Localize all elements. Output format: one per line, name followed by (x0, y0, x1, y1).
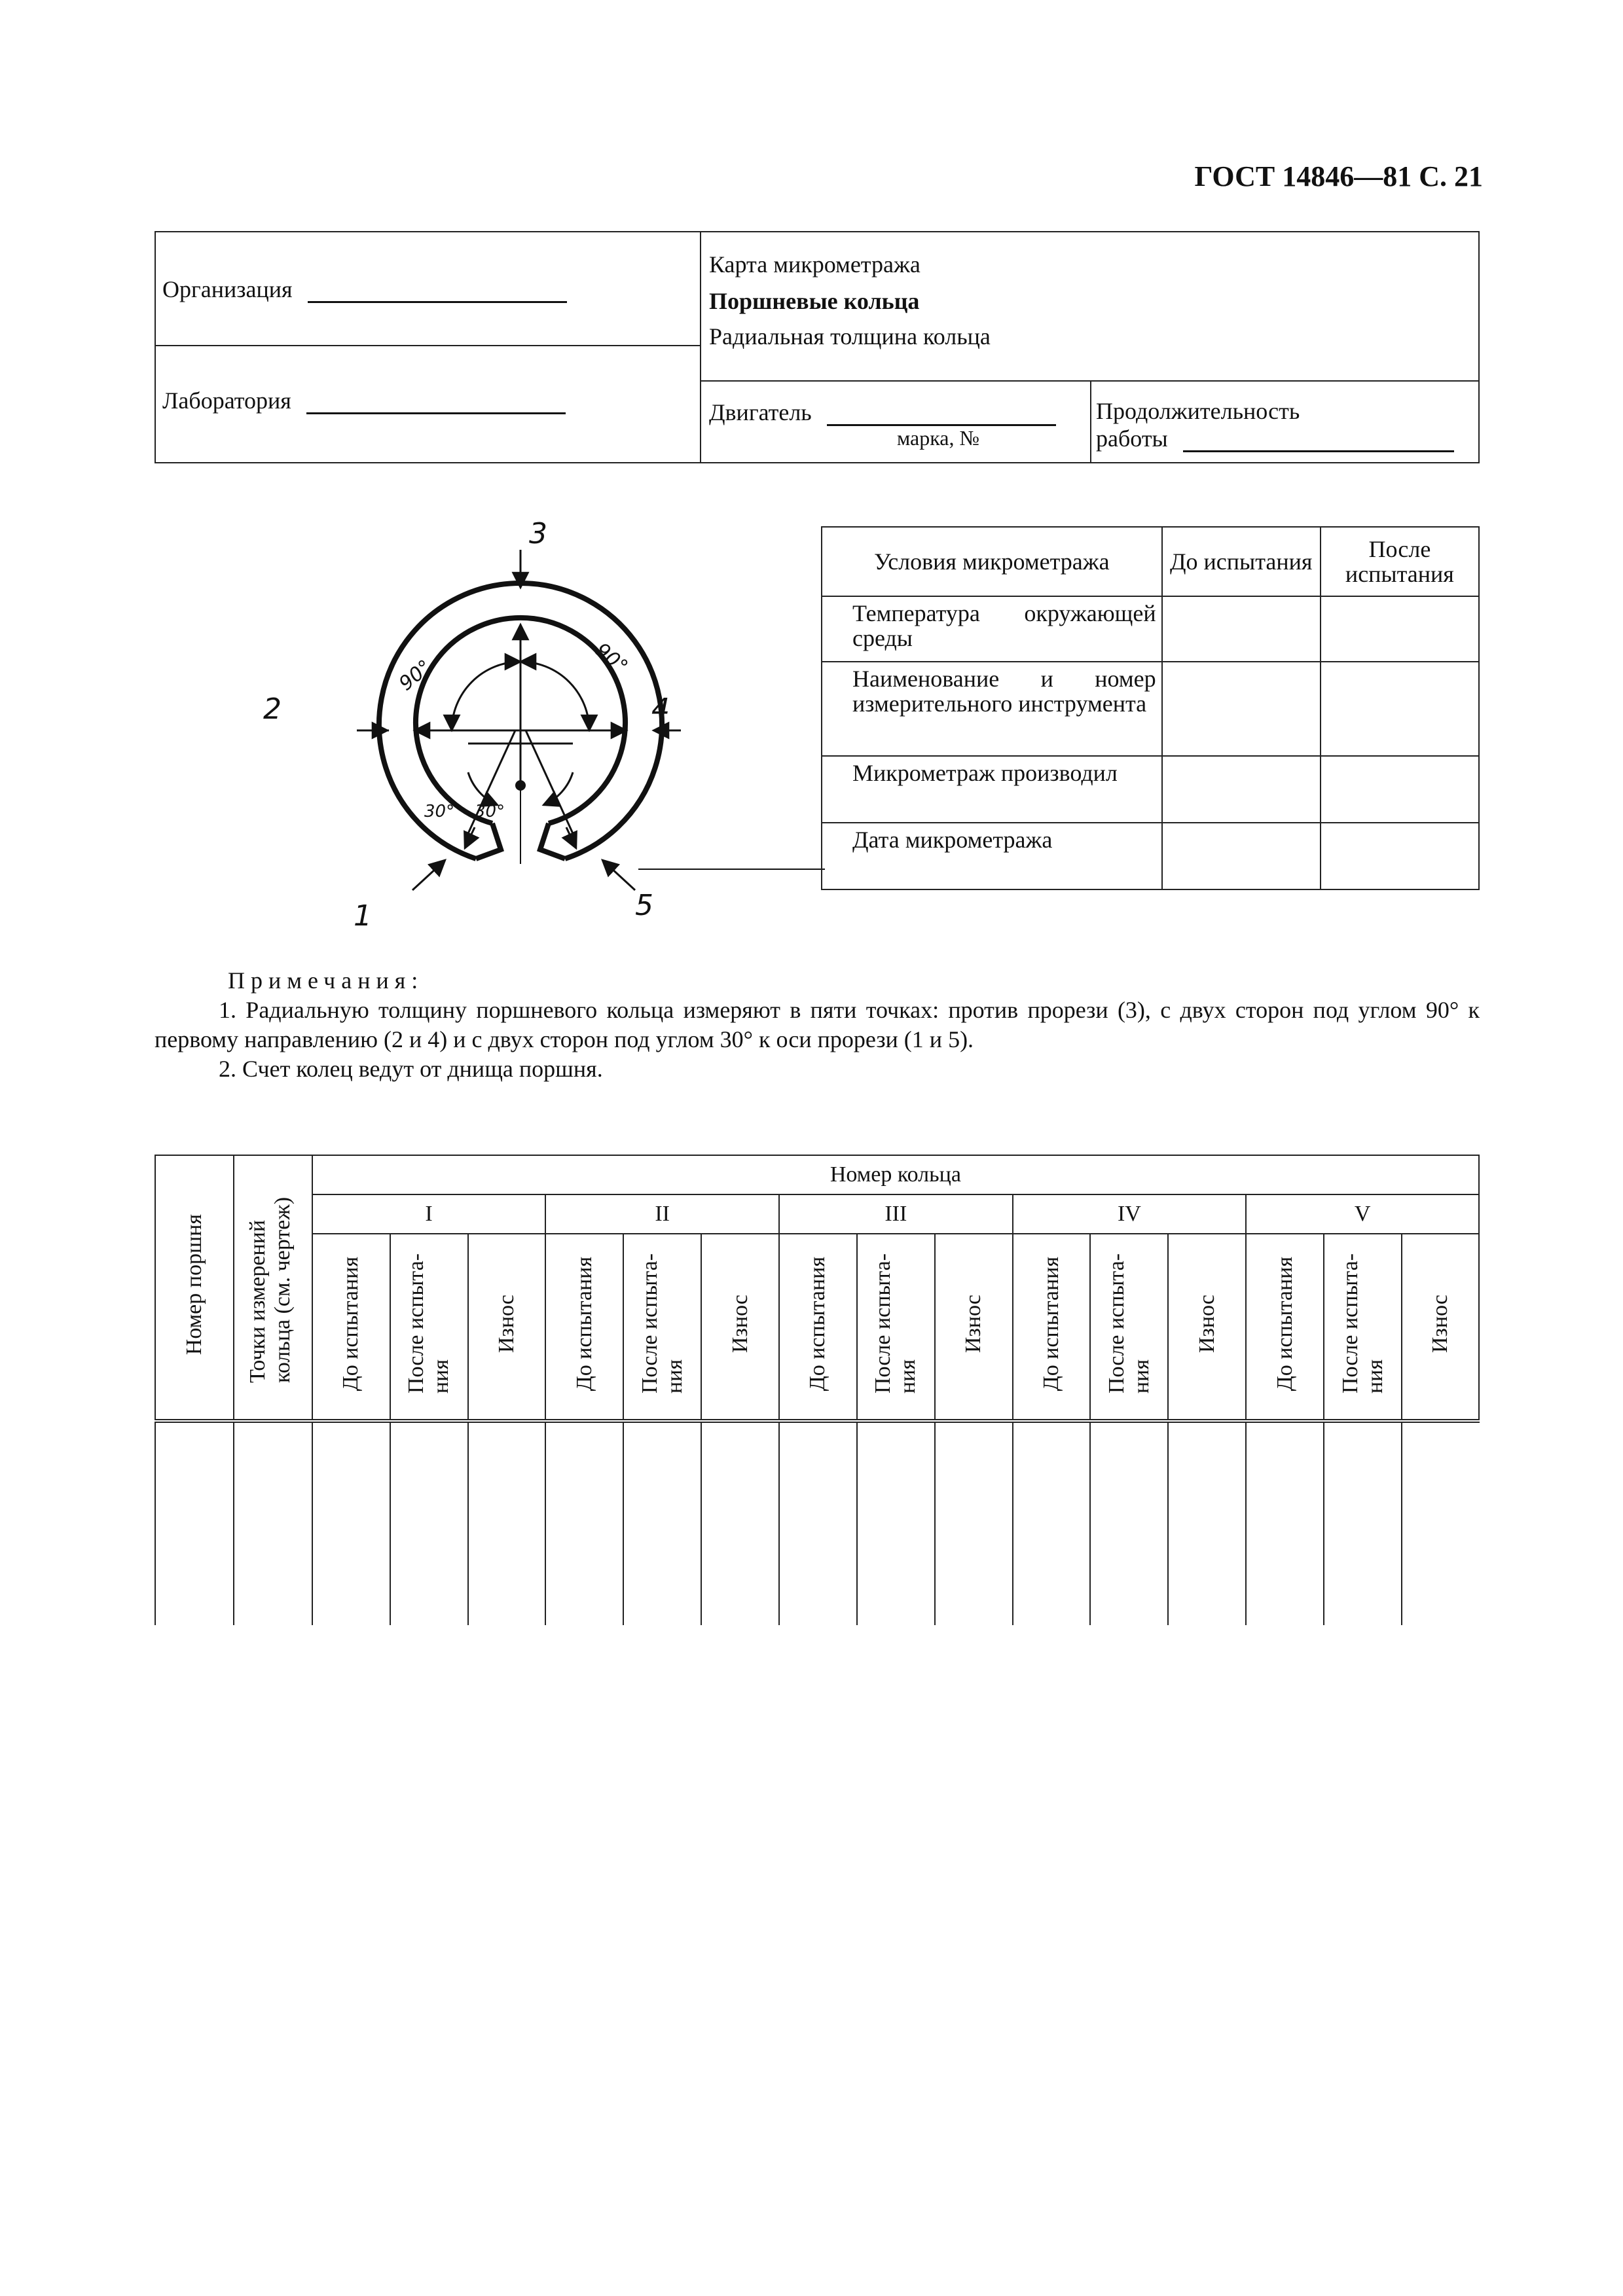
organization-blank (308, 301, 567, 303)
cell-III-before[interactable] (779, 1421, 857, 1625)
ring-V-after-header: После испыта- ния (1324, 1234, 1402, 1421)
conditions-header: Условия микрометража (822, 527, 1162, 596)
ring-II-before-header: До испытания (545, 1234, 623, 1421)
ring-II-header: II (545, 1194, 779, 1234)
angle-label-90-right: 90° (591, 638, 632, 679)
laboratory-field[interactable] (162, 387, 566, 414)
ring-III-wear-header: Износ (935, 1234, 1013, 1421)
cell-I-wear[interactable] (468, 1421, 546, 1625)
ring-III-header: III (779, 1194, 1013, 1234)
card-parameter: Радиальная толщина кольца (709, 323, 991, 350)
cell-III-wear[interactable] (935, 1421, 1013, 1625)
cell-performed-before[interactable] (1162, 756, 1321, 823)
point-label-4: 4 (651, 692, 670, 726)
cell-II-after[interactable] (623, 1421, 701, 1625)
condition-row-performed-by: Микрометраж производил (822, 756, 1162, 823)
point-label-2: 2 (263, 692, 282, 726)
page-header: ГОСТ 14846—81 С. 21 (1194, 160, 1483, 192)
cell-date-after[interactable] (1321, 823, 1479, 889)
ring-IV-after-header: После испыта- ния (1090, 1234, 1168, 1421)
ring-IV-wear-header: Износ (1168, 1234, 1246, 1421)
header-form (155, 231, 1480, 463)
notes-block (155, 966, 1480, 1084)
ring-number-header: Номер кольца (312, 1155, 1479, 1194)
note-item-2: 2. Счет колец ведут от днища поршня. (219, 1056, 603, 1082)
table-row (155, 1421, 1479, 1625)
condition-row-instrument: Наименование и номер измерительного инструмента (822, 662, 1162, 756)
ring-measurement-diagram (249, 511, 825, 929)
ring-III-before-header: До испытания (779, 1234, 857, 1421)
ring-V-before-header: До испытания (1246, 1234, 1324, 1421)
cell-IV-wear[interactable] (1168, 1421, 1246, 1625)
point-label-5: 5 (635, 889, 653, 922)
ring-V-header: V (1246, 1194, 1479, 1234)
cell-V-wear[interactable] (1402, 1421, 1479, 1625)
cell-II-wear[interactable] (701, 1421, 779, 1625)
engine-label: Двигатель (709, 399, 812, 425)
point-label-1: 1 (354, 899, 372, 929)
ring-I-after-header: После испыта- ния (390, 1234, 468, 1421)
organization-field[interactable] (162, 276, 567, 303)
cell-date-before[interactable] (1162, 823, 1321, 889)
engine-field[interactable] (709, 399, 1056, 426)
cell-instrument-after[interactable] (1321, 662, 1479, 756)
cell-I-before[interactable] (312, 1421, 390, 1625)
laboratory-label: Лаборатория (162, 387, 291, 414)
cell-II-before[interactable] (545, 1421, 623, 1625)
cell-performed-after[interactable] (1321, 756, 1479, 823)
ring-II-after-header: После испыта- ния (623, 1234, 701, 1421)
cell-I-after[interactable] (390, 1421, 468, 1625)
angle-label-30-right: 30° (475, 802, 505, 821)
condition-row-temperature: Температура окружающей среды (822, 596, 1162, 662)
card-subject: Поршневые кольца (709, 288, 920, 314)
cell-III-after[interactable] (857, 1421, 935, 1625)
ring-IV-header: IV (1013, 1194, 1247, 1234)
ring-IV-before-header: До испытания (1013, 1234, 1091, 1421)
duration-label-1: Продолжительность (1096, 398, 1300, 424)
point-label-3: 3 (529, 517, 547, 550)
duration-label-2: работы (1096, 425, 1168, 452)
ring-II-wear-header: Износ (701, 1234, 779, 1421)
cell-V-after[interactable] (1324, 1421, 1402, 1625)
organization-label: Организация (162, 276, 293, 302)
notes-title: Примечания: (228, 967, 424, 994)
ring-V-wear-header: Износ (1402, 1234, 1479, 1421)
cell-instrument-before[interactable] (1162, 662, 1321, 756)
after-test-header: После испытания (1321, 527, 1479, 596)
cell-V-before[interactable] (1246, 1421, 1324, 1625)
cell-piston[interactable] (155, 1421, 234, 1625)
duration-blank (1183, 450, 1454, 452)
duration-field[interactable] (1096, 425, 1454, 452)
piston-number-header: Номер поршня (155, 1155, 234, 1421)
ring-I-header: I (312, 1194, 546, 1234)
ring-III-after-header: После испыта- ния (857, 1234, 935, 1421)
laboratory-blank (306, 412, 566, 414)
cell-points[interactable] (234, 1421, 312, 1625)
conditions-table (821, 526, 1480, 890)
cell-IV-before[interactable] (1013, 1421, 1091, 1625)
ring-center-dot (515, 780, 526, 791)
angle-label-90-left: 90° (394, 655, 437, 696)
cell-temperature-before[interactable] (1162, 596, 1321, 662)
cell-IV-after[interactable] (1090, 1421, 1168, 1625)
condition-row-date: Дата микрометража (822, 823, 1162, 889)
ring-I-before-header: До испытания (312, 1234, 390, 1421)
measurement-table (155, 1155, 1480, 1625)
measurement-points-header: Точки измерений кольца (см. чертеж) (234, 1155, 312, 1421)
before-test-header: До испытания (1162, 527, 1321, 596)
ring-I-wear-header: Износ (468, 1234, 546, 1421)
angle-label-30-left: 30° (424, 802, 455, 821)
card-title: Карта микрометража (709, 251, 921, 278)
note-item-1: 1. Радиальную толщину поршневого кольца измеряют в пяти точках: против прорези (3), с двух сторон под углом 90° к первому направлению (2 и 4) и с двух сторон под углом 30° к оси прорези (1 и 5). (155, 997, 1480, 1052)
engine-caption: марка, № (897, 426, 980, 450)
cell-temperature-after[interactable] (1321, 596, 1479, 662)
